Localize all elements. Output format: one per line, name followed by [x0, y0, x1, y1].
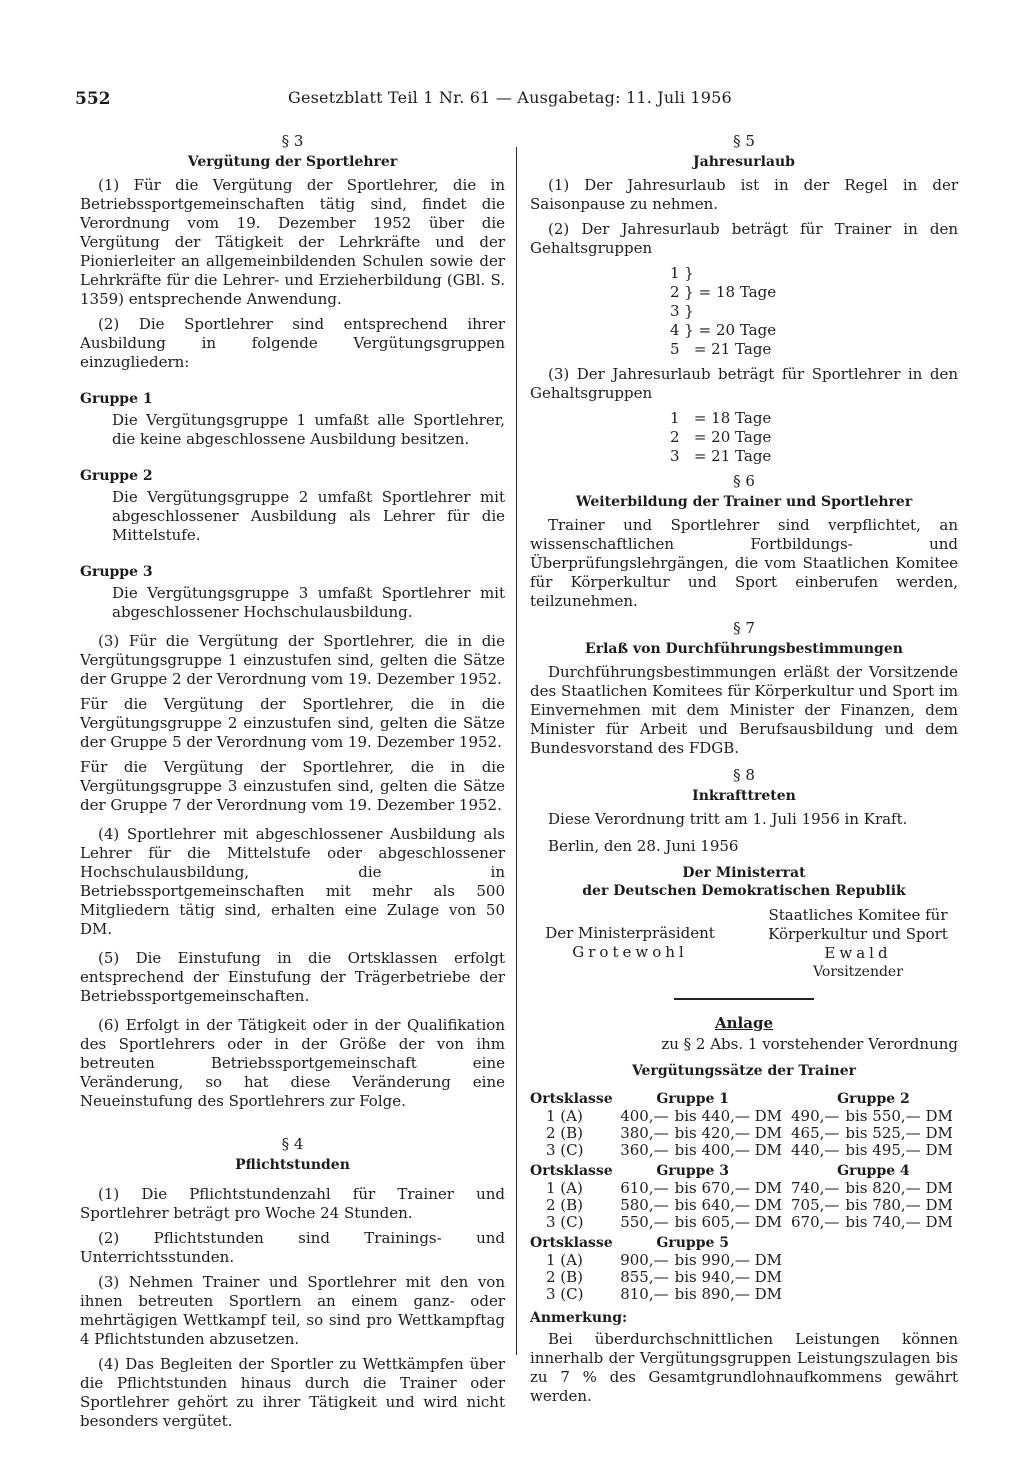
rate-to-cell: bis 640,— DM: [674, 1196, 783, 1214]
signature-org-line-2: der Deutschen Demokratischen Republik: [582, 883, 906, 899]
signature-left-name: Grotewohl: [572, 943, 688, 961]
rates-group-header-row: [530, 1231, 958, 1252]
signature-right-org-2: Körperkultur und Sport: [768, 925, 948, 943]
rate-from-cell: 810,—: [620, 1285, 669, 1303]
rates-group-header-row: [530, 1159, 958, 1180]
ortsklasse-cell: 3 (C): [546, 1213, 584, 1231]
group-2-heading: Gruppe 2: [80, 468, 153, 484]
section-5-title: Jahresurlaub: [693, 154, 795, 170]
ortsklasse-cell: 2 (B): [546, 1196, 584, 1214]
section-6-title: Weiterbildung der Trainer und Sportlehrer: [575, 494, 913, 510]
sportlehrer-vacation-row: 2 = 20 Tage: [670, 428, 772, 446]
section-5-paragraph-3: (3) Der Jahresurlaub beträgt für Sportlehrer in den Gehaltsgruppen: [530, 365, 958, 402]
rate-from-cell: 610,—: [620, 1179, 669, 1197]
trainer-vacation-row: 3 }: [670, 302, 694, 320]
section-8-title: Inkrafttreten: [692, 788, 796, 804]
rate-from-cell: 670,—: [791, 1213, 840, 1231]
group-header: Gruppe 1: [656, 1091, 730, 1107]
section-8-number: § 8: [733, 766, 755, 784]
rate-to-cell: bis 525,— DM: [845, 1124, 953, 1142]
section-8-paragraph-1: Diese Verordnung tritt am 1. Juli 1956 in Kraft.: [548, 810, 908, 828]
table-row: [530, 1125, 958, 1142]
section-7-number: § 7: [733, 619, 755, 637]
left-column: [80, 132, 505, 1437]
rate-from-cell: [787, 1252, 839, 1269]
rate-from-cell: 550,—: [620, 1213, 669, 1231]
note-body: Bei überdurchschnittlichen Leistungen können innerhalb der Vergütungsgruppen Leistungszulagen bis zu 7 % des Gesamtgrundlohnaufkommens gewährt werden.: [530, 1330, 958, 1405]
note-heading: Anmerkung:: [530, 1310, 628, 1326]
rates-table: [530, 1087, 958, 1303]
section-6-paragraph-1: Trainer und Sportlehrer sind verpflichtet, an wissenschaftlichen Fortbildungs- und Überprüfungslehrgängen, die vom Staatlichen Komitee für Körperkultur und Sport einberufen werden, teilzunehmen.: [530, 516, 958, 610]
trainer-vacation-row: 2 } = 18 Tage: [670, 283, 777, 301]
section-5-number: § 5: [733, 132, 755, 150]
rate-to-cell: bis 550,— DM: [845, 1107, 953, 1125]
rate-from-cell: 465,—: [791, 1124, 840, 1142]
group-1-body: Die Vergütungsgruppe 1 umfaßt alle Sportlehrer, die keine abgeschlossene Ausbildung besitzen.: [112, 411, 505, 448]
rate-to-cell: bis 670,— DM: [674, 1179, 783, 1197]
table-row: [530, 1180, 958, 1197]
ortsklasse-header: Ortsklasse: [530, 1163, 613, 1179]
section-3-paragraph-3c: Für die Vergütung der Sportlehrer, die in die Vergütungsgruppe 3 einzustufen sind, gelten die Sätze der Gruppe 7 der Verordnung vom 19. Dezember 1952.: [80, 758, 505, 814]
rates-group-header-row: [530, 1087, 958, 1108]
section-5-paragraph-1: (1) Der Jahresurlaub ist in der Regel in der Saisonpause zu nehmen.: [530, 176, 958, 213]
section-7-paragraph-1: Durchführungsbestimmungen erläßt der Vorsitzende des Staatlichen Komitees für Körperkultur und Sport im Einvernehmen mit dem Minister der Finanzen, dem Minister für Arbeit und Berufsausbildung und dem Bundesvorstand des FDGB.: [530, 663, 958, 757]
rate-to-cell: bis 990,— DM: [674, 1251, 783, 1269]
section-3-title: Vergütung der Sportlehrer: [187, 154, 398, 170]
section-3-paragraph-4: (4) Sportlehrer mit abgeschlossener Ausbildung als Lehrer für die Mittelstufe oder abgeschlossener Hochschulausbildung, die in Betriebssportgemeinschaften mit mehr als 500 Mitgliedern tätig sind, erhalten eine Zulage von 50 DM.: [80, 825, 505, 938]
section-4-title: Pflichtstunden: [235, 1157, 350, 1173]
rate-from-cell: 900,—: [620, 1251, 669, 1269]
rate-from-cell: 580,—: [620, 1196, 669, 1214]
group-header: Gruppe 3: [656, 1163, 730, 1179]
section-4-paragraph-2: (2) Pflichtstunden sind Trainings- und Unterrichtsstunden.: [80, 1229, 505, 1266]
signature-org-line-1: Der Ministerrat: [682, 865, 806, 881]
group-header: [787, 1231, 958, 1252]
section-3-paragraph-5: (5) Die Einstufung in die Ortsklassen erfolgt entsprechend der Einstufung der Trägerbetriebe der Betriebssportgemeinschaften.: [80, 949, 505, 1005]
signature-grid: [530, 906, 958, 982]
signature-right-name: Ewald: [824, 944, 892, 962]
table-row: [530, 1252, 958, 1269]
page-number: 552: [75, 89, 111, 109]
section-3-paragraph-6: (6) Erfolgt in der Tätigkeit oder in der Qualifikation des Sportlehrers oder in der Größe der von ihm betreuten Betriebssportgemeinschaft eine Veränderung, so hat diese Veränderung eine Neueinstufung des Sportlehrers zur Folge.: [80, 1016, 505, 1110]
section-3-paragraph-1: (1) Für die Vergütung der Sportlehrer, die in Betriebssportgemeinschaften tätig sind, findet die Verordnung vom 19. Dezember 1952 über die Vergütung der Tätigkeit der Lehrkräfte und der Pionierleiter an allgemeinbildenden Schulen sowie der Lehrkräfte für die Lehrer- und Erzieherbildung (GBl. S. 1359) entsprechende Anwendung.: [80, 176, 505, 308]
section-3-paragraph-2: (2) Die Sportlehrer sind entsprechend ihrer Ausbildung in folgende Vergütungsgruppen einzugliedern:: [80, 315, 505, 371]
section-4-paragraph-3: (3) Nehmen Trainer und Sportlehrer mit den von ihnen betreuten Sportlern an einem ganz- oder mehrtägigen Wettkampf teil, so sind pro Wettkampftag 4 Pflichtstunden abzusetzen.: [80, 1273, 505, 1348]
sportlehrer-vacation-row: 1 = 18 Tage: [670, 409, 772, 427]
ortsklasse-cell: 3 (C): [546, 1141, 584, 1159]
trainer-vacation-row: 1 }: [670, 264, 694, 282]
section-5-paragraph-2: (2) Der Jahresurlaub beträgt für Trainer in den Gehaltsgruppen: [530, 220, 958, 257]
section-6-number: § 6: [733, 472, 755, 490]
section-4-paragraph-4: (4) Das Begleiten der Sportler zu Wettkämpfen über die Pflichtstunden hinaus durch die Trainer oder Sportlehrer gehört zu ihrer Tätigkeit und wird nicht besonders vergütet.: [80, 1355, 505, 1430]
rate-from-cell: 400,—: [620, 1107, 669, 1125]
rate-from-cell: 490,—: [791, 1107, 840, 1125]
rate-to-cell: [839, 1269, 958, 1286]
trainer-vacation-row: 4 } = 20 Tage: [670, 321, 777, 339]
anlage-subtitle: zu § 2 Abs. 1 vorstehender Verordnung: [661, 1035, 958, 1053]
table-row: [530, 1142, 958, 1159]
group-header: Gruppe 4: [837, 1163, 910, 1179]
table-row: [530, 1197, 958, 1214]
section-4-number: § 4: [281, 1135, 304, 1153]
ortsklasse-cell: 2 (B): [546, 1124, 584, 1142]
group-1-heading: Gruppe 1: [80, 391, 153, 407]
section-4-paragraph-1: (1) Die Pflichtstundenzahl für Trainer und Sportlehrer beträgt pro Woche 24 Stunden.: [80, 1185, 505, 1222]
sportlehrer-vacation-row: 3 = 21 Tage: [670, 447, 772, 465]
rate-to-cell: bis 495,— DM: [845, 1141, 953, 1159]
rate-from-cell: 380,—: [620, 1124, 669, 1142]
rate-to-cell: bis 400,— DM: [674, 1141, 783, 1159]
signature-block: [530, 864, 958, 982]
ortsklasse-cell: 1 (A): [546, 1251, 583, 1269]
group-2-body: Die Vergütungsgruppe 2 umfaßt Sportlehrer mit abgeschlossener Ausbildung als Lehrer für die Mittelstufe.: [112, 488, 505, 544]
rate-from-cell: 440,—: [791, 1141, 840, 1159]
sportlehrer-vacation-list: [530, 409, 958, 466]
rate-to-cell: bis 890,— DM: [674, 1285, 783, 1303]
group-header: Gruppe 5: [656, 1235, 730, 1251]
rate-from-cell: 740,—: [791, 1179, 840, 1197]
section-7-title: Erlaß von Durchführungsbestimmungen: [585, 641, 903, 657]
ortsklasse-header: Ortsklasse: [530, 1235, 613, 1251]
signature-left-role: Der Ministerpräsident: [545, 924, 715, 942]
ortsklasse-cell: 1 (A): [546, 1179, 583, 1197]
horizontal-rule: [674, 998, 814, 1000]
rate-from-cell: [787, 1269, 839, 1286]
group-header: Gruppe 2: [837, 1091, 910, 1107]
rate-to-cell: bis 820,— DM: [845, 1179, 953, 1197]
rate-to-cell: [839, 1286, 958, 1303]
rate-to-cell: [839, 1252, 958, 1269]
table-row: [530, 1269, 958, 1286]
group-3-body: Die Vergütungsgruppe 3 umfaßt Sportlehrer mit abgeschlossener Hochschulausbildung.: [112, 584, 505, 621]
rate-to-cell: bis 740,— DM: [845, 1213, 953, 1231]
rate-to-cell: bis 420,— DM: [674, 1124, 783, 1142]
anlage-title: Anlage: [715, 1014, 773, 1032]
rate-to-cell: bis 780,— DM: [845, 1196, 953, 1214]
rates-table-title: Vergütungssätze der Trainer: [631, 1063, 857, 1079]
trainer-vacation-list: [530, 264, 958, 359]
section-3-paragraph-3b: Für die Vergütung der Sportlehrer, die in die Vergütungsgruppe 2 einzustufen sind, gelten die Sätze der Gruppe 5 der Verordnung vom 19. Dezember 1952.: [80, 695, 505, 751]
signature-right: [758, 906, 958, 982]
rate-to-cell: bis 940,— DM: [674, 1268, 783, 1286]
signature-right-role: Vorsitzender: [813, 964, 903, 980]
section-3-number: § 3: [281, 132, 304, 150]
group-3-heading: Gruppe 3: [80, 564, 153, 580]
ortsklasse-cell: 3 (C): [546, 1285, 584, 1303]
table-row: [530, 1108, 958, 1125]
rate-to-cell: bis 605,— DM: [674, 1213, 783, 1231]
table-row: [530, 1286, 958, 1303]
signature-right-org-1: Staatliches Komitee für: [768, 906, 948, 924]
page-header-title: Gesetzblatt Teil 1 Nr. 61 — Ausgabetag: 11. Juli 1956: [288, 88, 732, 107]
rate-from-cell: 855,—: [620, 1268, 669, 1286]
ortsklasse-cell: 2 (B): [546, 1268, 584, 1286]
rate-from-cell: [787, 1286, 839, 1303]
ortsklasse-header: Ortsklasse: [530, 1091, 613, 1107]
rate-to-cell: bis 440,— DM: [674, 1107, 783, 1125]
signature-left: [530, 906, 730, 982]
trainer-vacation-row: 5 = 21 Tage: [670, 340, 772, 358]
table-row: [530, 1214, 958, 1231]
section-3-paragraph-3a: (3) Für die Vergütung der Sportlehrer, die in die Vergütungsgruppe 1 einzustufen sind, gelten die Sätze der Gruppe 2 der Verordnung vom 19. Dezember 1952.: [80, 632, 505, 688]
column-divider: [516, 147, 517, 1355]
rate-from-cell: 705,—: [791, 1196, 840, 1214]
rate-from-cell: 360,—: [620, 1141, 669, 1159]
place-date: Berlin, den 28. Juni 1956: [548, 837, 739, 855]
ortsklasse-cell: 1 (A): [546, 1107, 583, 1125]
right-column: [530, 132, 958, 1412]
